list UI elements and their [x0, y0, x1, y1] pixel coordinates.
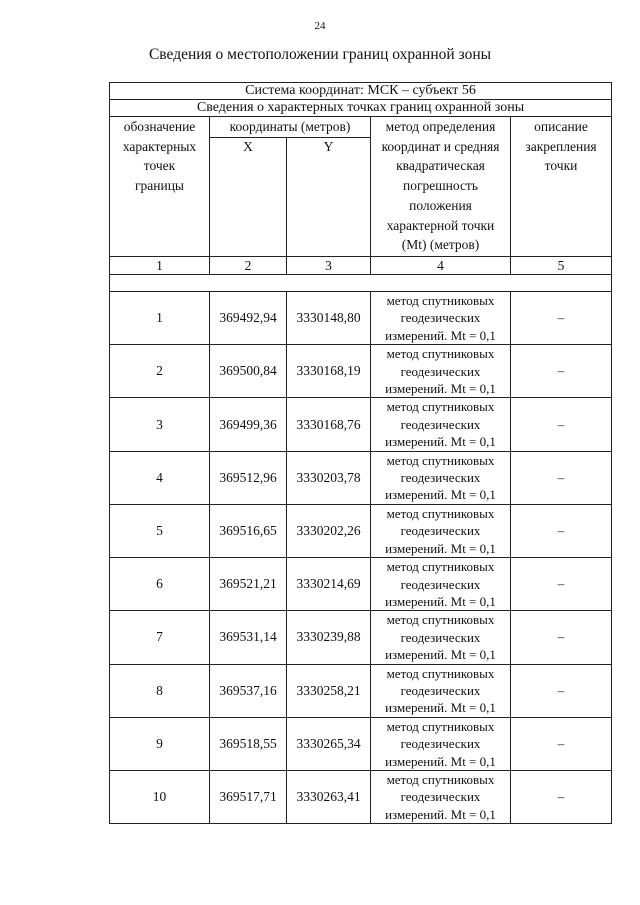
x-coordinate-cell: 369512,96	[210, 451, 287, 504]
header-line: положения	[409, 197, 472, 213]
method-line: метод спутниковых	[386, 718, 495, 734]
y-coordinate-cell: 3330263,41	[287, 770, 371, 823]
method-line: метод спутниковых	[386, 771, 495, 787]
point-number-cell: 6	[110, 558, 210, 611]
method-line: измерений. Mt = 0,1	[385, 647, 496, 663]
header-line: характерных	[122, 138, 197, 154]
fixing-description-cell: –	[511, 504, 612, 557]
table-row	[110, 664, 612, 717]
method-line: измерений. Mt = 0,1	[385, 327, 496, 343]
method-line: измерений. Mt = 0,1	[385, 540, 496, 556]
method-line: метод спутниковых	[386, 665, 495, 681]
x-coordinate-cell: 369492,94	[210, 292, 287, 345]
fixing-description-cell: –	[511, 770, 612, 823]
method-line: измерений. Mt = 0,1	[385, 381, 496, 397]
method-cell	[371, 717, 511, 770]
x-coordinate-cell: 369521,21	[210, 558, 287, 611]
table-row	[110, 770, 612, 823]
method-cell	[371, 558, 511, 611]
coordinates-header: координаты (метров)	[210, 117, 371, 138]
x-coordinate-cell: 369518,55	[210, 717, 287, 770]
y-coordinate-cell: 3330203,78	[287, 451, 371, 504]
header-line: точек	[143, 158, 176, 174]
fixing-description-cell: –	[511, 717, 612, 770]
x-coordinate-cell: 369537,16	[210, 664, 287, 717]
fixing-description-cell: –	[511, 292, 612, 345]
point-number-cell: 4	[110, 451, 210, 504]
point-number-cell: 8	[110, 664, 210, 717]
method-line: геодезических	[400, 416, 481, 432]
method-line: метод спутниковых	[386, 346, 495, 362]
header-line: описание	[534, 119, 588, 134]
method-line: метод спутниковых	[386, 559, 495, 575]
column-number: 3	[287, 257, 371, 275]
method-line: метод спутниковых	[386, 505, 495, 521]
method-line: метод спутниковых	[386, 399, 495, 415]
method-cell	[371, 504, 511, 557]
column-number: 2	[210, 257, 287, 275]
header-line: погрешность	[402, 178, 478, 194]
document-title: Сведения о местоположении границ охранной зоны	[148, 46, 492, 63]
point-designation-header	[110, 117, 210, 257]
method-line: измерений. Mt = 0,1	[385, 487, 496, 503]
point-number-cell: 3	[110, 398, 210, 451]
y-coordinate-cell: 3330265,34	[287, 717, 371, 770]
method-cell	[371, 345, 511, 398]
y-coordinate-cell: 3330214,69	[287, 558, 371, 611]
header-line: метод определения	[385, 119, 496, 134]
method-line: измерений. Mt = 0,1	[385, 434, 496, 450]
x-header	[210, 138, 287, 257]
fixing-description-header	[511, 117, 612, 257]
table-row	[110, 451, 612, 504]
method-line: измерений. Mt = 0,1	[385, 753, 496, 769]
spacer-row	[110, 275, 612, 292]
x-coordinate-cell: 369516,65	[210, 504, 287, 557]
method-line: геодезических	[400, 736, 481, 752]
method-line: геодезических	[400, 523, 481, 539]
points-header: Сведения о характерных точках границ охранной зоны	[110, 100, 612, 117]
y-coordinate-cell: 3330239,88	[287, 611, 371, 664]
x-coordinate-cell: 369517,71	[210, 770, 287, 823]
table-row	[110, 398, 612, 451]
method-line: геодезических	[400, 682, 481, 698]
table-row	[110, 611, 612, 664]
header-line: закрепления	[525, 138, 597, 154]
method-line: измерений. Mt = 0,1	[385, 806, 496, 822]
fixing-description-cell: –	[511, 451, 612, 504]
fixing-description-cell: –	[511, 558, 612, 611]
column-number: 1	[110, 257, 210, 275]
point-number-cell: 7	[110, 611, 210, 664]
method-line: геодезических	[400, 470, 481, 486]
header-line: характерной точки	[386, 217, 495, 233]
y-coordinate-cell: 3330258,21	[287, 664, 371, 717]
header-line: квадратическая	[396, 158, 485, 174]
method-cell	[371, 451, 511, 504]
y-coordinate-cell: 3330202,26	[287, 504, 371, 557]
page-number: 24	[314, 20, 326, 32]
fixing-description-cell: –	[511, 345, 612, 398]
method-line: метод спутниковых	[386, 293, 495, 308]
method-line: метод спутниковых	[386, 612, 495, 628]
column-number: 4	[371, 257, 511, 275]
y-header	[287, 138, 371, 257]
y-coordinate-cell: 3330168,19	[287, 345, 371, 398]
y-coordinate-cell: 3330168,76	[287, 398, 371, 451]
table-row	[110, 504, 612, 557]
header-line: точки	[544, 158, 578, 174]
method-line: геодезических	[400, 629, 481, 645]
method-line: геодезических	[400, 789, 481, 805]
y-coordinate-cell: 3330148,80	[287, 292, 371, 345]
method-cell	[371, 770, 511, 823]
header-line: границы	[134, 178, 185, 194]
y-label: Y	[323, 139, 334, 154]
method-header	[371, 117, 511, 257]
method-line: геодезических	[400, 310, 481, 326]
x-coordinate-cell: 369500,84	[210, 345, 287, 398]
header-line: координат и средняя	[381, 138, 500, 154]
method-cell	[371, 398, 511, 451]
fixing-description-cell: –	[511, 398, 612, 451]
point-number-cell: 1	[110, 292, 210, 345]
method-line: метод спутниковых	[386, 452, 495, 468]
table-row	[110, 345, 612, 398]
method-line: измерений. Mt = 0,1	[385, 593, 496, 609]
point-number-cell: 9	[110, 717, 210, 770]
table-row	[110, 717, 612, 770]
x-coordinate-cell: 369499,36	[210, 398, 287, 451]
method-line: измерений. Mt = 0,1	[385, 700, 496, 716]
method-cell	[371, 292, 511, 345]
point-number-cell: 5	[110, 504, 210, 557]
x-coordinate-cell: 369531,14	[210, 611, 287, 664]
boundary-points-table	[109, 82, 612, 824]
table-row	[110, 292, 612, 345]
point-number-cell: 2	[110, 345, 210, 398]
table-row	[110, 558, 612, 611]
fixing-description-cell: –	[511, 611, 612, 664]
x-label: X	[243, 139, 253, 154]
method-line: геодезических	[400, 363, 481, 379]
fixing-description-cell: –	[511, 664, 612, 717]
point-number-cell: 10	[110, 770, 210, 823]
method-line: геодезических	[400, 576, 481, 592]
method-cell	[371, 664, 511, 717]
data-rows	[110, 292, 612, 824]
column-number: 5	[511, 257, 612, 275]
header-line: (Mt) (метров)	[401, 237, 480, 253]
coordinate-system-header: Система координат: МСК – субъект 56	[110, 83, 612, 100]
method-cell	[371, 611, 511, 664]
header-line: обозначение	[123, 119, 196, 134]
